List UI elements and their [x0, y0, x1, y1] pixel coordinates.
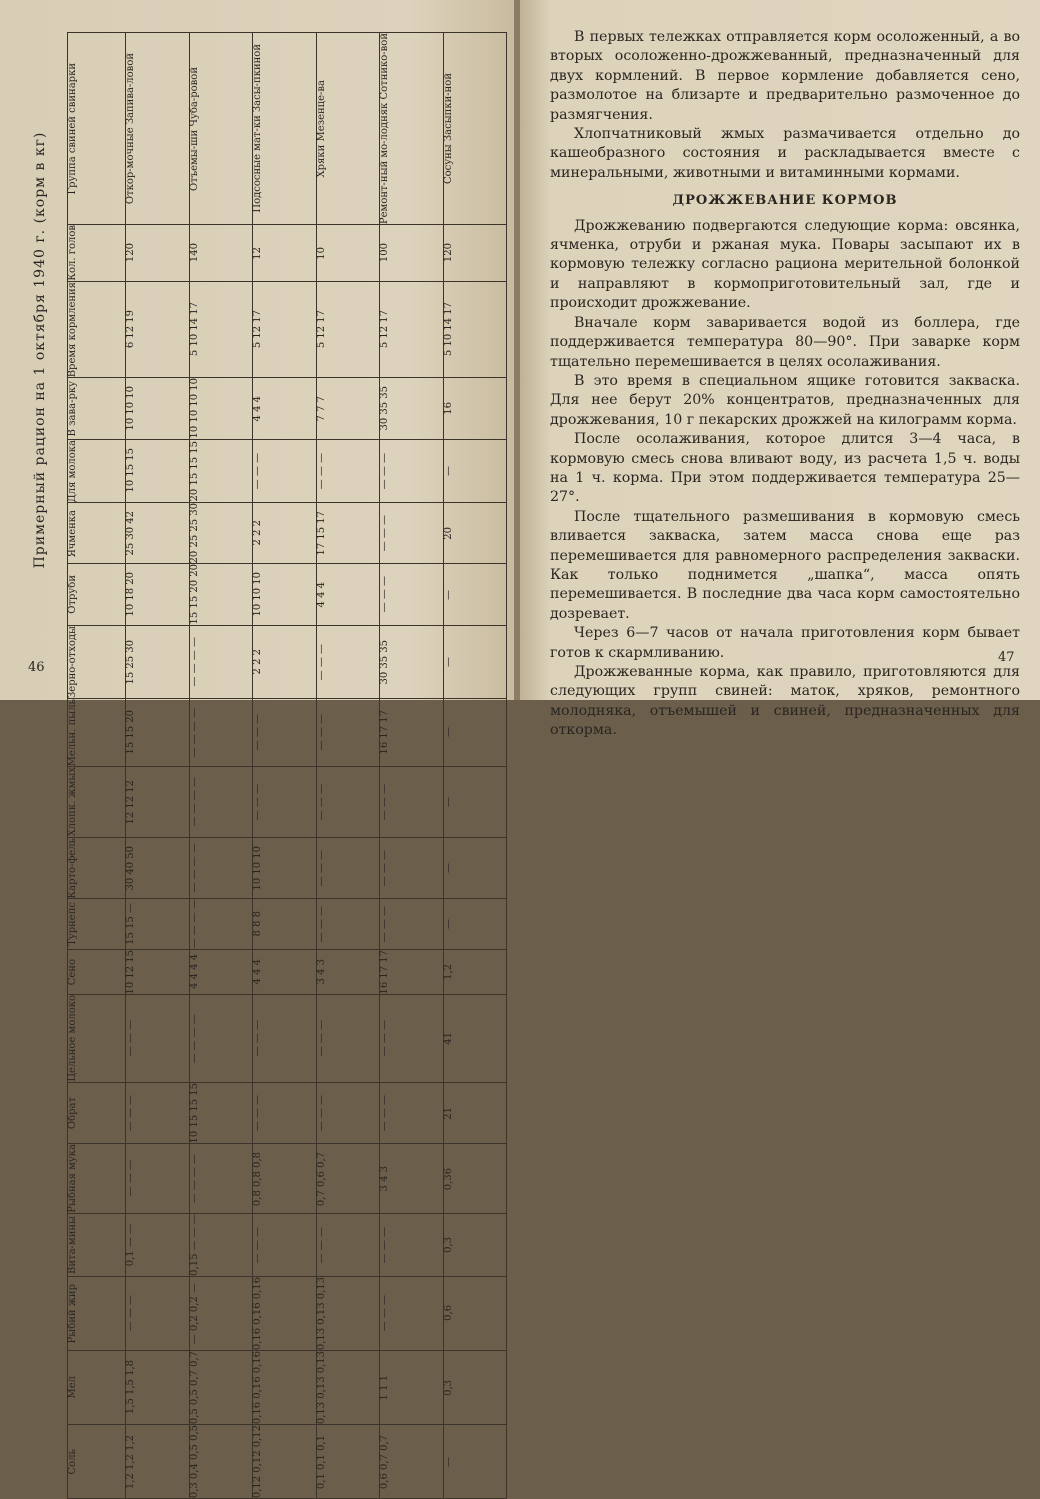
- column-header: Рыбий жир: [68, 1276, 126, 1350]
- table-cell: — — —: [316, 1213, 380, 1276]
- table-cell: 3 4 3: [380, 1144, 444, 1214]
- table-cell: 12: [253, 225, 317, 282]
- table-cell: — — —: [126, 1276, 190, 1350]
- table-cell: —: [443, 564, 507, 625]
- table-cell: 20 25 25 30: [189, 502, 253, 563]
- table-cell: — — —: [316, 767, 380, 837]
- paragraph: Через 6—7 часов от начала приготовления корм бывает готов к скармливанию.: [550, 625, 1020, 661]
- table-cell: 10 15 15: [126, 439, 190, 502]
- column-header: Ячменка: [68, 502, 126, 563]
- table-cell: 41: [443, 995, 507, 1083]
- table-cell: 10 10 10: [126, 378, 190, 439]
- table-row: [68, 378, 507, 439]
- table-cell: 4 4 4 4: [189, 949, 253, 995]
- table-cell: — — — —: [189, 837, 253, 899]
- column-header: Зерно-отходы: [68, 625, 126, 698]
- paragraph: После тщательного размешивания в кормовую смесь вливается закваска, затем масса снова еще раз перемешивается для равномерного распределения закваски. Как только поднимется „шапка“, масса опять перемешивается. В последние два часа корм самостоятельно дозревает.: [550, 508, 1020, 622]
- table-cell: Подсосные мат-ки Засы-пкиной: [253, 33, 317, 225]
- table-row: [68, 281, 507, 377]
- table-cell: — — —: [316, 1082, 380, 1143]
- table-cell: —: [443, 837, 507, 899]
- table-cell: 5 12 17: [253, 281, 317, 377]
- table-cell: 100: [380, 225, 444, 282]
- table-cell: 17 15 17: [316, 502, 380, 563]
- table-cell: 10 18 20: [126, 564, 190, 625]
- table-cell: — — —: [316, 995, 380, 1083]
- table-cell: — — —: [316, 899, 380, 950]
- column-header: Карто-фель: [68, 837, 126, 899]
- table-cell: 4 4 4: [253, 949, 317, 995]
- table-cell: —: [443, 767, 507, 837]
- table-cell: — — —: [316, 625, 380, 698]
- table-cell: 16 17 17: [380, 949, 444, 995]
- table-cell: 0,15 — — —: [189, 1213, 253, 1276]
- table-cell: — — —: [380, 767, 444, 837]
- table-cell: 0,3 0,4 0,5 0,5: [189, 1425, 253, 1499]
- column-header: В зава-рку: [68, 378, 126, 439]
- table-row: [68, 439, 507, 502]
- table-cell: 0,13 0,13 0,13: [316, 1276, 380, 1350]
- table-row: [68, 625, 507, 698]
- table-cell: 10 10 10: [253, 564, 317, 625]
- table-cell: 15 15 20 20: [189, 564, 253, 625]
- table-cell: — — —: [253, 698, 317, 766]
- table-cell: — — — —: [189, 767, 253, 837]
- table-cell: 8 8 8: [253, 899, 317, 950]
- column-header: Соль: [68, 1425, 126, 1499]
- paragraph: Дрожжеванные корма, как правило, приготовляются для следующих групп свиней: маток, хряков, ремонтного молодняка, отъемышей и свиней, предназначенных для откорма.: [550, 664, 1020, 739]
- table-row: [68, 33, 507, 225]
- table-cell: 0,5 0,5 0,7 0,7: [189, 1350, 253, 1424]
- table-cell: 21: [443, 1082, 507, 1143]
- paragraph: Дрожжеванию подвергаются следующие корма: овсянка, ячменка, отруби и ржаная мука. Повары засыпают их в кормовую тележку согласно рациона мерительной болонкой и направляют в кормоприготовительный зал, где и происходит дрожжевание.: [550, 217, 1020, 312]
- paragraph: В первых тележках отправляется корм осоложенный, а во вторых осоложенно-дрожжеванный, предназначенный для двух кормлений. В первое кормление добавляется сено, размолотое на близарте и предварительно размоченное до размягчения.: [550, 29, 1020, 123]
- paragraph: Хлопчатниковый жмых размачивается отдельно до кашеобразного состояния и раскладывается вместе с минеральными, животными и витаминными кормами.: [550, 126, 1020, 181]
- table-row: [68, 949, 507, 995]
- table-cell: — — —: [253, 1082, 317, 1143]
- column-header: Мел: [68, 1350, 126, 1424]
- table-cell: 0,16 0,16 0,16: [253, 1276, 317, 1350]
- table-cell: 16 17 17: [380, 698, 444, 766]
- table-cell: 0,3: [443, 1213, 507, 1276]
- left-page-number: 46: [28, 660, 45, 675]
- column-header: Сено: [68, 949, 126, 995]
- table-cell: Ремонт-ный мо-лодняк Сотнико-вой: [380, 33, 444, 225]
- table-cell: 15 25 30: [126, 625, 190, 698]
- table-cell: 1 1 1: [380, 1350, 444, 1424]
- column-header: Цельное молоко: [68, 995, 126, 1083]
- table-cell: 16: [443, 378, 507, 439]
- section-heading: ДРОЖЖЕВАНИЕ КОРМОВ: [672, 193, 898, 209]
- table-row: [68, 899, 507, 950]
- right-page-text: [550, 28, 1020, 741]
- table-cell: 4 4 4: [253, 378, 317, 439]
- table-cell: 3 4 3: [316, 949, 380, 995]
- table-cell: —: [443, 625, 507, 698]
- table-cell: 0,8 0,8 0,8: [253, 1144, 317, 1214]
- table-cell: 30 35 35: [380, 378, 444, 439]
- table-cell: — — —: [126, 1082, 190, 1143]
- table-cell: 5 10 14 17: [443, 281, 507, 377]
- column-header: Время кормления: [68, 281, 126, 377]
- table-cell: — — —: [253, 439, 317, 502]
- table-cell: — — —: [380, 564, 444, 625]
- table-cell: 10 10 10 10: [189, 378, 253, 439]
- table-cell: — — —: [380, 899, 444, 950]
- left-page: [0, 0, 514, 1499]
- table-cell: 5 12 17: [380, 281, 444, 377]
- table-cell: 10 10 10: [253, 837, 317, 899]
- table-row: [68, 1350, 507, 1424]
- table-cell: —: [443, 439, 507, 502]
- table-cell: 140: [189, 225, 253, 282]
- column-header: Кол. голов: [68, 225, 126, 282]
- table-cell: — — —: [380, 995, 444, 1083]
- table-cell: — — —: [380, 1276, 444, 1350]
- right-page: [520, 0, 1040, 739]
- table-cell: —: [443, 899, 507, 950]
- table-cell: — — — —: [189, 625, 253, 698]
- table-row: [68, 1082, 507, 1143]
- table-row: [68, 502, 507, 563]
- table-cell: 0,13 0,13 0,13: [316, 1350, 380, 1424]
- table-cell: 25 30 42: [126, 502, 190, 563]
- table-row: [68, 995, 507, 1083]
- table-cell: 4 4 4: [316, 564, 380, 625]
- table-cell: — — —: [126, 995, 190, 1083]
- table-cell: — — —: [380, 502, 444, 563]
- table-cell: 10 15 15 15: [189, 1082, 253, 1143]
- table-cell: — — —: [316, 837, 380, 899]
- table-cell: 0,6: [443, 1276, 507, 1350]
- table-cell: 5 12 17: [316, 281, 380, 377]
- table-cell: 2 2 2: [253, 625, 317, 698]
- table-cell: — — —: [253, 1213, 317, 1276]
- table-cell: 30 35 35: [380, 625, 444, 698]
- table-cell: Хряки Мезенце-ва: [316, 33, 380, 225]
- table-row: [68, 1213, 507, 1276]
- table-cell: 0,3: [443, 1350, 507, 1424]
- table-cell: 0,36: [443, 1144, 507, 1214]
- table-title: Примерный рацион на 1 октября 1940 г. (корм в кг): [32, 131, 48, 569]
- table-cell: — — — —: [189, 995, 253, 1083]
- paragraph: После осолаживания, которое длится 3—4 часа, в кормовую смесь снова вливают воду, из расчета 1,5 ч. воды на 1 ч. корма. При этом поддерживается температура 25—27°.: [550, 431, 1020, 506]
- table-row: [68, 1276, 507, 1350]
- table-cell: 15 15 —: [126, 899, 190, 950]
- table-cell: 7 7 7: [316, 378, 380, 439]
- column-header: Обрат: [68, 1082, 126, 1143]
- table-row: [68, 837, 507, 899]
- table-cell: — — — —: [189, 1144, 253, 1214]
- column-header: Рыбная мука: [68, 1144, 126, 1214]
- table-cell: Откор-мочные Запива-ловой: [126, 33, 190, 225]
- table-row: [68, 564, 507, 625]
- table-cell: 120: [443, 225, 507, 282]
- table-cell: 0,1 — —: [126, 1213, 190, 1276]
- table-cell: 5 10 14 17: [189, 281, 253, 377]
- ration-table: [67, 32, 507, 1499]
- table-cell: — — —: [380, 439, 444, 502]
- table-cell: — — — —: [189, 899, 253, 950]
- table-cell: 30 40 50: [126, 837, 190, 899]
- column-header: Турнепс: [68, 899, 126, 950]
- column-header: Для молока: [68, 439, 126, 502]
- table-cell: —: [443, 698, 507, 766]
- table-cell: 1,2: [443, 949, 507, 995]
- table-cell: — — —: [316, 698, 380, 766]
- table-row: [68, 1144, 507, 1214]
- table-cell: — — — —: [189, 698, 253, 766]
- table-cell: — — —: [253, 995, 317, 1083]
- table-cell: 12 12 12: [126, 767, 190, 837]
- paragraph: В это время в специальном ящике готовится закваска. Для нее берут 20% концентратов, предназначенных для дрожжевания, 10 г пекарских дрожжей на килограмм корма.: [550, 372, 1020, 428]
- table-cell: — — —: [126, 1144, 190, 1214]
- table-row: [68, 698, 507, 766]
- table-cell: 1,5 1,5 1,8: [126, 1350, 190, 1424]
- column-header: Хлопк. жмых: [68, 767, 126, 837]
- paragraph: Вначале корм заваривается водой из боллера, где поддерживается температура 80—90°. При заварке корм тщательно перемешивается в целях осолаживания.: [550, 314, 1020, 370]
- table-cell: 0,6 0,7 0,7: [380, 1425, 444, 1499]
- table-cell: 6 12 19: [126, 281, 190, 377]
- table-cell: Сосуны Засыпки-ной: [443, 33, 507, 225]
- table-cell: — 0,2 0,2 —: [189, 1276, 253, 1350]
- table-cell: 20: [443, 502, 507, 563]
- table-cell: 10: [316, 225, 380, 282]
- table-cell: — — —: [380, 1082, 444, 1143]
- table-cell: — — —: [253, 767, 317, 837]
- column-header: Вита-мины: [68, 1213, 126, 1276]
- table-cell: 0,16 0,16 0,16: [253, 1350, 317, 1424]
- table-cell: 20 15 15 15: [189, 439, 253, 502]
- table-cell: Отъемы-ши Чуба-ровой: [189, 33, 253, 225]
- table-cell: 10 12 15: [126, 949, 190, 995]
- table-cell: 2 2 2: [253, 502, 317, 563]
- right-page-number: 47: [998, 650, 1015, 665]
- column-header: Отруби: [68, 564, 126, 625]
- table-cell: 120: [126, 225, 190, 282]
- table-cell: 1,2 1,2 1,2: [126, 1425, 190, 1499]
- table-cell: 0,7 0,6 0,7: [316, 1144, 380, 1214]
- column-header: Группа свиней свинарки: [68, 33, 126, 225]
- table-cell: —: [443, 1425, 507, 1499]
- table-cell: 15 15 20: [126, 698, 190, 766]
- ration-grid: [67, 32, 507, 1499]
- table-cell: 0,1 0,1 0,1: [316, 1425, 380, 1499]
- table-row: [68, 767, 507, 837]
- table-row: [68, 1425, 507, 1499]
- table-cell: 0,12 0,12 0,12: [253, 1425, 317, 1499]
- table-cell: — — —: [316, 439, 380, 502]
- table-cell: — — —: [380, 1213, 444, 1276]
- table-row: [68, 225, 507, 282]
- table-cell: — — —: [380, 837, 444, 899]
- column-header: Мельн. пыль: [68, 698, 126, 766]
